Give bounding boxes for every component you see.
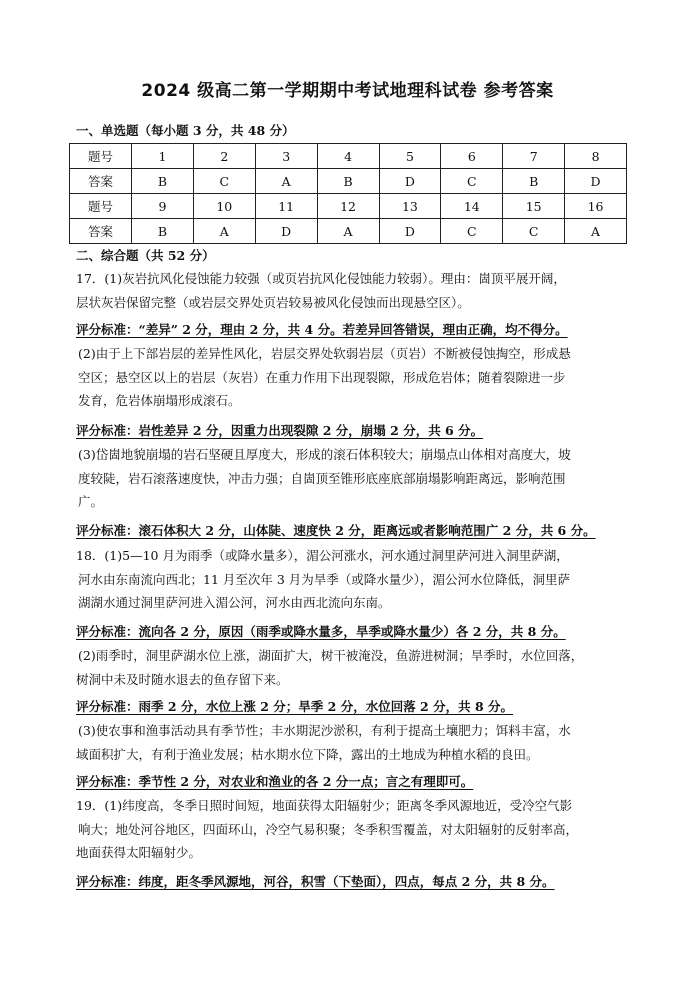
page-title: 2024 级高二第一学期期中考试地理科试卷 参考答案 — [141, 81, 554, 101]
text-line: 层状灰岩保留完整（或岩层交界处页岩较易被风化侵蚀而出现悬空区）。 — [76, 294, 470, 310]
table-cell: A — [565, 219, 627, 244]
table-row — [70, 144, 627, 169]
text-line: 18．(1)5—10 月为雨季（或降水量多），湄公河涨水，河水通过洞里萨河进入洞里萨湖， — [76, 548, 569, 563]
table-cell: B — [317, 169, 379, 194]
table-row — [70, 169, 627, 194]
text-line: 19．(1)纬度高，冬季日照时间短，地面获得太阳辐射少；距离冬季风源地近，受冷空气影 — [76, 798, 573, 813]
table-cell: A — [193, 219, 255, 244]
table-row — [70, 194, 627, 219]
table-cell: A — [317, 219, 379, 244]
text-line: 响大；地处河谷地区，四面环山，冷空气易积聚；冬季积雪覆盖，对太阳辐射的反射率高， — [78, 821, 579, 837]
text-line: 河水由东南流向西北；11 月至次年 3 月为旱季（或降水量少），湄公河水位降低，洞里萨 — [78, 571, 571, 587]
text-line: (3)使农事和渔事活动具有季节性；丰水期泥沙淤积，有利于提高土壤肥力；饵料丰富，水 — [78, 723, 571, 738]
scoring-standard: 评分标准：雨季 2 分，水位上涨 2 分；旱季 2 分，水位回落 2 分，共 8 分。 — [76, 699, 514, 714]
table-cell: 1 — [132, 144, 194, 169]
row-header-cell: 答案 — [70, 219, 132, 244]
q17-part3 — [76, 443, 636, 514]
table-row — [70, 219, 627, 244]
section-heading-comprehensive: 二、综合题（共 52 分） — [76, 248, 215, 263]
table-cell: 14 — [441, 194, 503, 219]
text-line: 度较陡，岩石滚落速度快，冲击力强；自崮顶至锥形底座底部崩塌影响距离远，影响范围 — [78, 470, 566, 486]
table-cell: 8 — [565, 144, 627, 169]
table-cell: D — [255, 219, 317, 244]
table-cell: B — [132, 219, 194, 244]
table-cell: 13 — [379, 194, 441, 219]
text-line: (2)由于上下部岩层的差异性风化，岩层交界处软弱岩层（页岩）不断被侵蚀掏空，形成悬 — [78, 346, 571, 361]
table-cell: D — [565, 169, 627, 194]
q18-part3 — [76, 719, 636, 766]
table-cell: 9 — [132, 194, 194, 219]
table-cell: 4 — [317, 144, 379, 169]
table-cell: 16 — [565, 194, 627, 219]
table-cell: C — [503, 219, 565, 244]
table-cell: C — [193, 169, 255, 194]
text-line: 湖湖水通过洞里萨河进入湄公河，河水由西北流向东南。 — [78, 595, 391, 610]
scoring-standard: 评分标准：季节性 2 分，对农业和渔业的各 2 分一点；言之有理即可。 — [76, 774, 474, 789]
q17-part1 — [76, 267, 636, 314]
row-header-cell: 题号 — [70, 144, 132, 169]
text-line: 域面积扩大，有利于渔业发展；枯水期水位下降，露出的土地成为种植水稻的良田。 — [76, 746, 539, 762]
table-cell: D — [379, 169, 441, 194]
table-cell: B — [132, 169, 194, 194]
text-line: 地面获得太阳辐射少。 — [76, 845, 202, 860]
q19-part1 — [76, 794, 636, 865]
q17-part2 — [76, 342, 636, 413]
scoring-standard: 评分标准：滚石体积大 2 分，山体陡、速度快 2 分，距离远或者影响范围广 2 分，共 6 分。 — [76, 523, 596, 538]
text-line: 17．(1)灰岩抗风化侵蚀能力较强（或页岩抗风化侵蚀能力较弱）。理由：崮顶平展开阔， — [76, 271, 566, 286]
table-cell: A — [255, 169, 317, 194]
row-header-cell: 题号 — [70, 194, 132, 219]
text-line: (2)雨季时，洞里萨湖水位上涨，湖面扩大，树干被淹没，鱼游进树洞；旱季时，水位回落， — [78, 648, 584, 663]
table-cell: 11 — [255, 194, 317, 219]
text-line: 树洞中未及时随水退去的鱼存留下来。 — [76, 671, 289, 687]
table-cell: 5 — [379, 144, 441, 169]
table-cell: 3 — [255, 144, 317, 169]
table-cell: D — [379, 219, 441, 244]
table-cell: 15 — [503, 194, 565, 219]
table-cell: 2 — [193, 144, 255, 169]
scoring-standard: 评分标准：流向各 2 分，原因（雨季或降水量多，旱季或降水量少）各 2 分，共 8 分。 — [76, 624, 566, 639]
table-cell: B — [503, 169, 565, 194]
table-cell: 10 — [193, 194, 255, 219]
answer-table — [69, 143, 627, 244]
table-cell: 7 — [503, 144, 565, 169]
table-cell: C — [441, 169, 503, 194]
section-heading-single-choice: 一、单选题（每小题 3 分，共 48 分） — [76, 123, 295, 138]
text-line: 发育，危岩体崩塌形成滚石。 — [78, 393, 241, 408]
q18-part1 — [76, 544, 636, 615]
table-cell: C — [441, 219, 503, 244]
scoring-standard: 评分标准：“差异” 2 分，理由 2 分，共 4 分。若差异回答错误，理由正确，均不得分。 — [76, 322, 568, 337]
scoring-standard: 评分标准：岩性差异 2 分，因重力出现裂隙 2 分，崩塌 2 分，共 6 分。 — [76, 423, 484, 438]
text-line: 空区；悬空区以上的岩层（灰岩）在重力作用下出现裂隙，形成危岩体；随着裂隙进一步 — [78, 369, 566, 385]
table-cell: 12 — [317, 194, 379, 219]
row-header-cell: 答案 — [70, 169, 132, 194]
table-cell: 6 — [441, 144, 503, 169]
scoring-standard: 评分标准：纬度，距冬季风源地，河谷，积雪（下垫面），四点，每点 2 分，共 8 分。 — [76, 874, 555, 889]
text-line: 广。 — [78, 494, 104, 509]
q18-part2 — [76, 644, 636, 691]
text-line: (3)岱崮地貌崩塌的岩石坚硬且厚度大，形成的滚石体积较大；崩塌点山体相对高度大，坡 — [78, 447, 571, 462]
